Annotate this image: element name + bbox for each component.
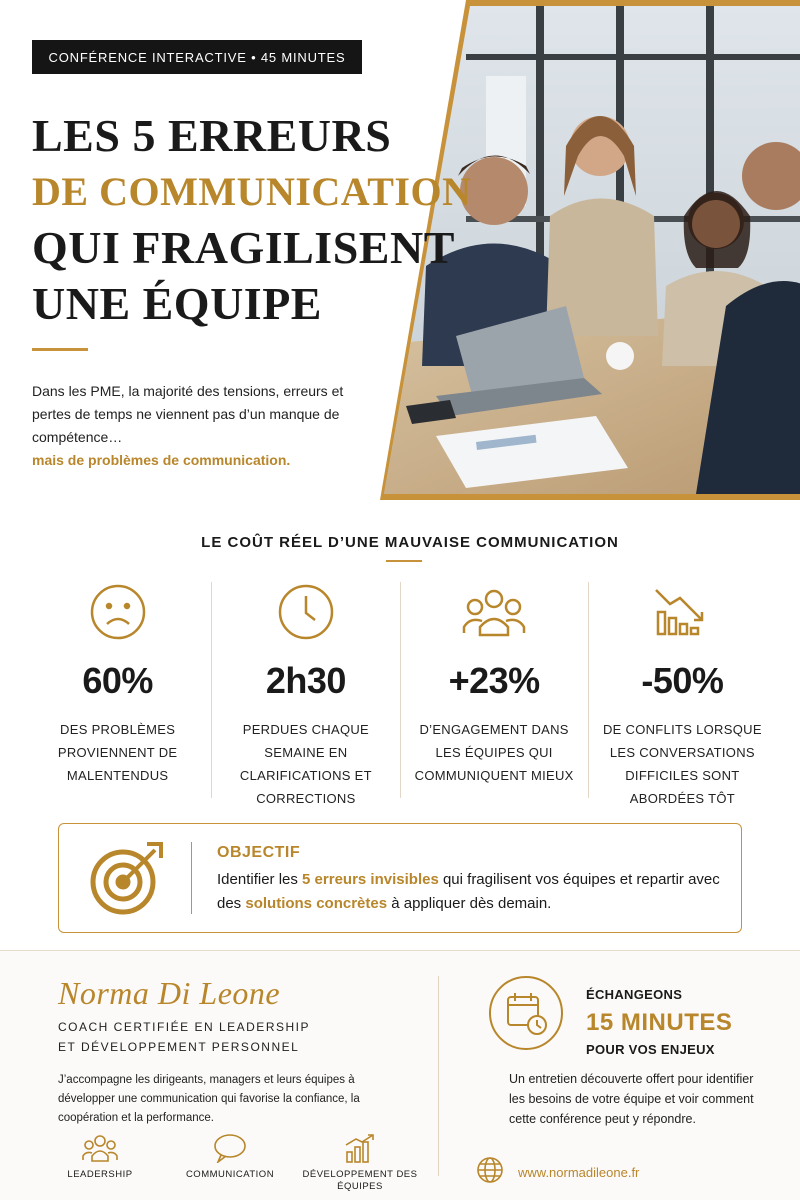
- title-line-4: UNE ÉQUIPE: [32, 278, 322, 329]
- stat-item: [588, 582, 776, 806]
- cta-subtitle: POUR VOS ENJEUX: [586, 1042, 715, 1057]
- skill-label: LEADERSHIP: [67, 1169, 133, 1180]
- title-line-3: QUI FRAGILISENT: [32, 222, 455, 273]
- objective-text-part: Identifier les: [217, 871, 303, 888]
- stat-description: DE CONFLITS LORSQUE LES CONVERSATIONS DIFFICILES SONT ABORDÉES TÔT: [602, 722, 762, 806]
- sad-face-icon: [24, 582, 211, 642]
- globe-icon: [476, 1156, 504, 1189]
- cta-kicker: ÉCHANGEONS: [586, 987, 683, 1002]
- objective-highlight: 5 erreurs invisibles: [302, 871, 439, 888]
- stat-description: DES PROBLÈMES PROVIENNENT DE MALENTENDUS: [57, 722, 178, 783]
- target-icon: [87, 838, 167, 918]
- people-icon: [40, 1133, 160, 1163]
- page-title: [32, 108, 471, 332]
- stats-heading: LE COÛT RÉEL D’UNE MAUVAISE COMMUNICATION: [201, 534, 619, 551]
- stat-description: D’ENGAGEMENT DANS LES ÉQUIPES QUI COMMUNIQUENT MIEUX: [414, 722, 574, 783]
- speaker-role-line: ET DÉVELOPPEMENT PERSONNEL: [58, 1040, 300, 1054]
- stats-row: [24, 582, 776, 806]
- event-badge: CONFÉRENCE INTERACTIVE • 45 MINUTES: [32, 40, 362, 74]
- title-line-1: LES 5 ERREURS: [32, 110, 392, 161]
- stats-divider: [386, 560, 422, 562]
- website-url[interactable]: www.normadileone.fr: [518, 1165, 640, 1180]
- stat-item: [211, 582, 399, 806]
- skills-row: [40, 1133, 420, 1193]
- objective-box: [58, 823, 742, 933]
- intro-highlight: mais de problèmes de communication.: [32, 452, 291, 468]
- speaker-name: Norma Di Leone: [58, 975, 281, 1011]
- stat-value: +23%: [448, 660, 540, 701]
- objective-text-part: qui fragilisent vos équipes et repartir avec des: [217, 871, 720, 912]
- title-line-2: DE COMMUNICATION: [32, 169, 472, 214]
- stat-item: [24, 582, 211, 798]
- stat-description: PERDUES CHAQUE SEMAINE EN CLARIFICATIONS ET CORRECTIONS: [239, 722, 372, 806]
- skill-label: COMMUNICATION: [185, 1169, 275, 1180]
- stat-item: [400, 582, 588, 798]
- stat-value: 2h30: [265, 660, 346, 701]
- hero-section: [0, 0, 800, 500]
- clock-icon: [212, 582, 399, 642]
- calendar-clock-icon: [488, 975, 564, 1051]
- intro-text: [32, 380, 362, 472]
- growth-chart-icon: [300, 1133, 420, 1163]
- stat-value: -50%: [641, 660, 724, 701]
- team-icon: [401, 582, 588, 642]
- skill-item: [40, 1133, 160, 1193]
- intro-body: Dans les PME, la majorité des tensions, erreurs et pertes de temps ne viennent pas d’un manque de compétence…: [32, 383, 344, 445]
- speaker-bio: J’accompagne les dirigeants, managers et leurs équipes à développer une communication qui favorise la confiance, la coopération et la performance.: [58, 1074, 360, 1124]
- skill-item: [300, 1133, 420, 1193]
- footer-section: [0, 950, 800, 1200]
- objective-text-part: à appliquer dès demain.: [387, 895, 552, 912]
- skill-item: [170, 1133, 290, 1193]
- speech-bubble-icon: [170, 1133, 290, 1163]
- website-link[interactable]: [476, 1156, 639, 1189]
- footer-divider: [438, 976, 439, 1176]
- cta-duration: 15 MINUTES: [586, 1009, 733, 1036]
- objective-text: [217, 868, 737, 916]
- skill-label: DÉVELOPPEMENT DES ÉQUIPES: [302, 1169, 418, 1192]
- objective-title: OBJECTIF: [217, 844, 301, 861]
- speaker-role-line: COACH CERTIFIÉE EN LEADERSHIP: [58, 1020, 310, 1034]
- objective-divider: [191, 842, 192, 914]
- declining-chart-icon: [589, 582, 776, 642]
- objective-highlight: solutions concrètes: [245, 895, 388, 912]
- stat-value: 60%: [82, 660, 153, 701]
- cta-text: Un entretien découverte offert pour identifier les besoins de votre équipe et voir comment cette conférence peut y répondre.: [509, 1072, 754, 1126]
- title-divider: [32, 348, 88, 351]
- speaker-role: [58, 1017, 310, 1057]
